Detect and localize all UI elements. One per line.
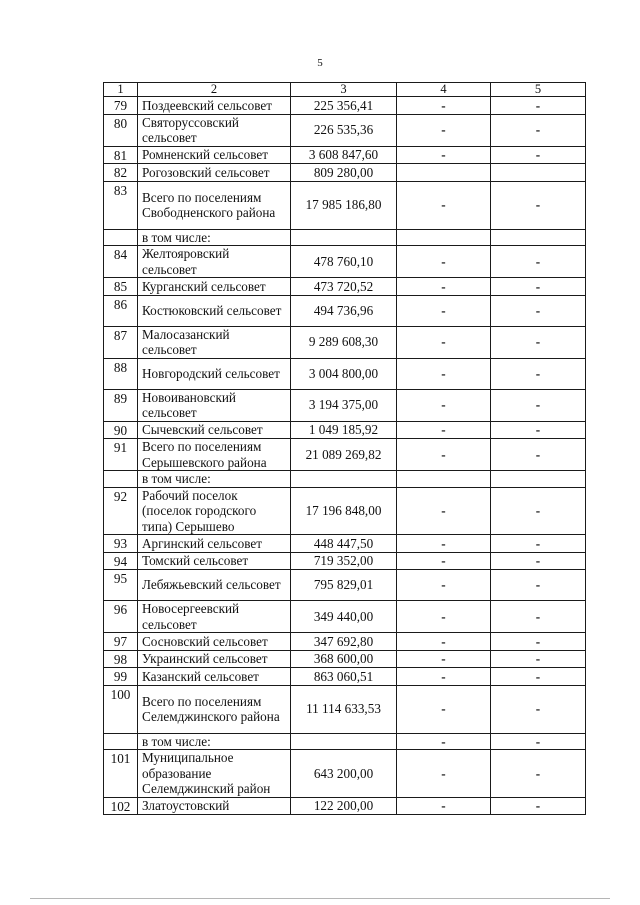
row-number: 91: [104, 439, 138, 471]
table-row: [104, 439, 586, 471]
amount-cell: 21 089 269,82: [291, 439, 397, 471]
amount-cell: 473 720,52: [291, 278, 397, 296]
amount-cell: 1 049 185,92: [291, 421, 397, 439]
table-row: [104, 421, 586, 439]
column-5-cell: -: [491, 552, 586, 570]
table-row: [104, 552, 586, 570]
amount-cell: 226 535,36: [291, 114, 397, 146]
settlement-name: Новоивановский сельсовет: [138, 389, 291, 421]
table-row: [104, 114, 586, 146]
amount-cell: 122 200,00: [291, 797, 397, 815]
settlement-name: Святоруссовский сельсовет: [138, 114, 291, 146]
table-row: [104, 164, 586, 182]
column-5-cell: -: [491, 535, 586, 553]
settlement-name: Малосазанский сельсовет: [138, 326, 291, 358]
table-row: [104, 246, 586, 278]
amount-cell: 448 447,50: [291, 535, 397, 553]
amount-cell: 9 289 608,30: [291, 326, 397, 358]
column-header: 4: [397, 83, 491, 97]
settlement-name: Новосергеевский сельсовет: [138, 601, 291, 633]
row-number: 85: [104, 278, 138, 296]
amount-cell: 17 985 186,80: [291, 181, 397, 229]
amount-cell: 17 196 848,00: [291, 487, 397, 535]
amount-cell: [291, 229, 397, 246]
column-4-cell: -: [397, 181, 491, 229]
column-5-cell: -: [491, 246, 586, 278]
amount-cell: 494 736,96: [291, 295, 397, 326]
table-row: [104, 358, 586, 389]
row-number: 99: [104, 668, 138, 686]
budget-table: [103, 82, 586, 815]
settlement-name: Аргинский сельсовет: [138, 535, 291, 553]
column-header: 5: [491, 83, 586, 97]
row-number: 102: [104, 797, 138, 815]
settlement-name: Всего по поселениям Свободненского района: [138, 181, 291, 229]
column-4-cell: -: [397, 633, 491, 651]
column-4-cell: -: [397, 733, 491, 750]
column-4-cell: -: [397, 278, 491, 296]
column-4-cell: -: [397, 487, 491, 535]
column-4-cell: -: [397, 750, 491, 798]
row-number: 88: [104, 358, 138, 389]
amount-cell: 3 194 375,00: [291, 389, 397, 421]
amount-cell: 863 060,51: [291, 668, 397, 686]
amount-cell: 809 280,00: [291, 164, 397, 182]
column-4-cell: -: [397, 326, 491, 358]
column-4-cell: -: [397, 552, 491, 570]
column-4-cell: -: [397, 389, 491, 421]
column-4-cell: -: [397, 439, 491, 471]
column-header: 2: [138, 83, 291, 97]
settlement-name: Сычевский сельсовет: [138, 421, 291, 439]
row-number: 89: [104, 389, 138, 421]
table-row: [104, 181, 586, 229]
row-number: 96: [104, 601, 138, 633]
page-bottom-rule: [30, 898, 610, 899]
column-4-cell: -: [397, 97, 491, 115]
column-4-cell: -: [397, 668, 491, 686]
column-4-cell: -: [397, 650, 491, 668]
row-number: 101: [104, 750, 138, 798]
settlement-name: Ромненский сельсовет: [138, 146, 291, 164]
column-4-cell: [397, 229, 491, 246]
settlement-name: Поздеевский сельсовет: [138, 97, 291, 115]
settlement-name: Сосновский сельсовет: [138, 633, 291, 651]
row-number: [104, 229, 138, 246]
table-row: [104, 389, 586, 421]
table-row: [104, 535, 586, 553]
row-number: 98: [104, 650, 138, 668]
row-number: 95: [104, 570, 138, 601]
amount-cell: 349 440,00: [291, 601, 397, 633]
settlement-name: Украинский сельсовет: [138, 650, 291, 668]
column-4-cell: -: [397, 570, 491, 601]
column-5-cell: -: [491, 181, 586, 229]
table-row: [104, 750, 586, 798]
settlement-name: Казанский сельсовет: [138, 668, 291, 686]
column-5-cell: -: [491, 97, 586, 115]
table-row: [104, 229, 586, 246]
column-4-cell: [397, 164, 491, 182]
row-number: 94: [104, 552, 138, 570]
row-number: 97: [104, 633, 138, 651]
settlement-name: в том числе:: [138, 733, 291, 750]
settlement-name: Рабочий поселок (поселок городского типа) Серышево: [138, 487, 291, 535]
settlement-name: Златоустовский: [138, 797, 291, 815]
amount-cell: 3 608 847,60: [291, 146, 397, 164]
column-5-cell: -: [491, 570, 586, 601]
page-number: 5: [317, 57, 323, 69]
column-5-cell: -: [491, 278, 586, 296]
amount-cell: [291, 733, 397, 750]
amount-cell: 11 114 633,53: [291, 685, 397, 733]
column-5-cell: -: [491, 439, 586, 471]
row-number: 82: [104, 164, 138, 182]
table-row: [104, 326, 586, 358]
amount-cell: 3 004 800,00: [291, 358, 397, 389]
table-row: [104, 97, 586, 115]
column-5-cell: -: [491, 487, 586, 535]
column-5-cell: [491, 164, 586, 182]
amount-cell: 368 600,00: [291, 650, 397, 668]
column-5-cell: -: [491, 750, 586, 798]
row-number: 87: [104, 326, 138, 358]
amount-cell: [291, 471, 397, 488]
row-number: 83: [104, 181, 138, 229]
table-row: [104, 633, 586, 651]
row-number: 84: [104, 246, 138, 278]
column-4-cell: -: [397, 246, 491, 278]
amount-cell: 478 760,10: [291, 246, 397, 278]
column-4-cell: -: [397, 114, 491, 146]
settlement-name: в том числе:: [138, 471, 291, 488]
row-number: 92: [104, 487, 138, 535]
amount-cell: 643 200,00: [291, 750, 397, 798]
column-5-cell: -: [491, 650, 586, 668]
column-5-cell: [491, 229, 586, 246]
settlement-name: Новгородский сельсовет: [138, 358, 291, 389]
table-row: [104, 487, 586, 535]
column-5-cell: -: [491, 358, 586, 389]
table-header-row: [104, 83, 586, 97]
settlement-name: Костюковский сельсовет: [138, 295, 291, 326]
column-4-cell: -: [397, 146, 491, 164]
row-number: 86: [104, 295, 138, 326]
row-number: 93: [104, 535, 138, 553]
settlement-name: Курганский сельсовет: [138, 278, 291, 296]
column-5-cell: [491, 471, 586, 488]
column-5-cell: -: [491, 421, 586, 439]
table-row: [104, 685, 586, 733]
settlement-name: Муниципальное образование Селемджинский район: [138, 750, 291, 798]
column-4-cell: [397, 471, 491, 488]
amount-cell: 795 829,01: [291, 570, 397, 601]
table-row: [104, 570, 586, 601]
column-5-cell: -: [491, 797, 586, 815]
column-4-cell: -: [397, 601, 491, 633]
row-number: 90: [104, 421, 138, 439]
settlement-name: Всего по поселениям Серышевского района: [138, 439, 291, 471]
row-number: 79: [104, 97, 138, 115]
column-4-cell: -: [397, 358, 491, 389]
settlement-name: в том числе:: [138, 229, 291, 246]
row-number: [104, 471, 138, 488]
table-row: [104, 797, 586, 815]
column-5-cell: -: [491, 668, 586, 686]
amount-cell: 225 356,41: [291, 97, 397, 115]
row-number: 81: [104, 146, 138, 164]
settlement-name: Томский сельсовет: [138, 552, 291, 570]
row-number: 100: [104, 685, 138, 733]
row-number: 80: [104, 114, 138, 146]
column-5-cell: -: [491, 326, 586, 358]
amount-cell: 347 692,80: [291, 633, 397, 651]
amount-cell: 719 352,00: [291, 552, 397, 570]
table-row: [104, 650, 586, 668]
row-number: [104, 733, 138, 750]
column-4-cell: -: [397, 535, 491, 553]
table-row: [104, 668, 586, 686]
column-5-cell: -: [491, 146, 586, 164]
table-row: [104, 471, 586, 488]
column-header: 3: [291, 83, 397, 97]
settlement-name: Всего по поселениям Селемджинского района: [138, 685, 291, 733]
column-4-cell: -: [397, 797, 491, 815]
column-5-cell: -: [491, 114, 586, 146]
settlement-name: Желтояровский сельсовет: [138, 246, 291, 278]
column-5-cell: -: [491, 295, 586, 326]
column-4-cell: -: [397, 685, 491, 733]
table-row: [104, 601, 586, 633]
column-4-cell: -: [397, 295, 491, 326]
settlement-name: Рогозовский сельсовет: [138, 164, 291, 182]
table-row: [104, 278, 586, 296]
column-5-cell: -: [491, 685, 586, 733]
column-header: 1: [104, 83, 138, 97]
table-row: [104, 295, 586, 326]
settlement-name: Лебяжьевский сельсовет: [138, 570, 291, 601]
column-5-cell: -: [491, 389, 586, 421]
column-5-cell: -: [491, 633, 586, 651]
column-5-cell: -: [491, 601, 586, 633]
column-4-cell: -: [397, 421, 491, 439]
table-row: [104, 733, 586, 750]
table-row: [104, 146, 586, 164]
column-5-cell: -: [491, 733, 586, 750]
